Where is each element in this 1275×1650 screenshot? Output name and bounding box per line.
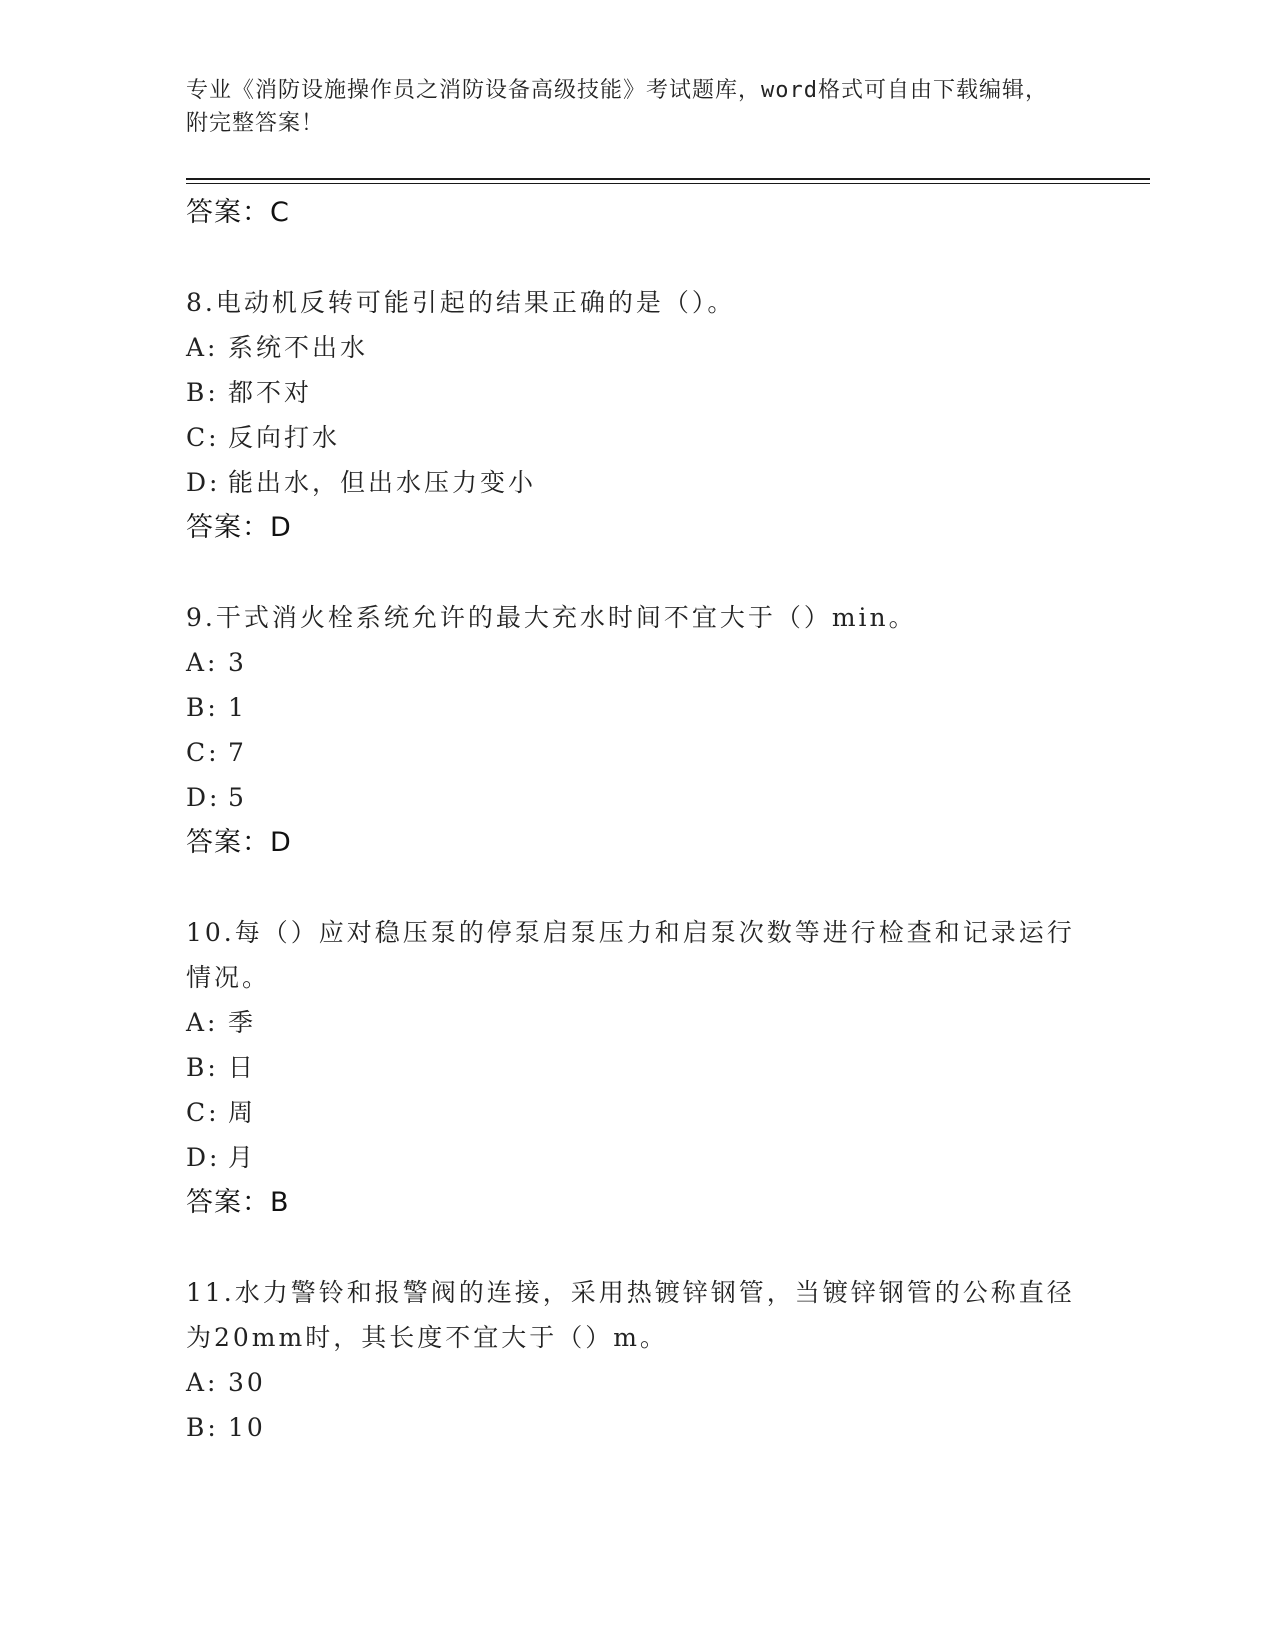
option-letter: C:: [186, 1098, 220, 1127]
question-answer: 答案：D: [186, 827, 292, 858]
option-letter: C:: [186, 423, 220, 452]
option-b: [186, 1045, 1086, 1090]
question-block: [186, 595, 1086, 866]
option-d: [186, 1135, 1086, 1180]
header-rule-thick: [186, 178, 1150, 180]
option-text: 都不对: [228, 378, 313, 407]
option-letter: B:: [186, 693, 219, 722]
option-text: 季: [228, 1008, 257, 1037]
spacer: [186, 551, 1086, 595]
question-list: [186, 190, 1086, 1450]
option-letter: A:: [186, 1008, 219, 1037]
option-letter: B:: [186, 378, 219, 407]
option-text: 系统不出水: [228, 333, 369, 362]
question-block: [186, 280, 1086, 551]
option-text: 30: [228, 1368, 266, 1397]
option-text: 5: [228, 783, 247, 812]
option-a: [186, 325, 1086, 370]
option-c: [186, 730, 1086, 775]
question-answer: 答案：B: [186, 1187, 290, 1218]
option-a: [186, 1360, 1086, 1405]
option-letter: B:: [186, 1413, 219, 1442]
header-intro: 专业《消防设施操作员之消防设备高级技能》考试题库，word格式可自由下载编辑，附完整答案！: [186, 78, 1048, 136]
option-b: [186, 1405, 1086, 1450]
question-stem: 11.水力警铃和报警阀的连接，采用热镀锌钢管，当镀锌钢管的公称直径为20mm时，其长度不宜大于（）m。: [186, 1278, 1075, 1352]
question-answer: 答案：D: [186, 512, 292, 543]
option-letter: D:: [186, 468, 221, 497]
option-text: 月: [228, 1143, 257, 1172]
option-text: 日: [228, 1053, 257, 1082]
option-letter: A:: [186, 333, 219, 362]
option-b: [186, 370, 1086, 415]
question-block: [186, 1270, 1086, 1450]
option-letter: D:: [186, 783, 221, 812]
option-letter: C:: [186, 738, 220, 767]
option-letter: D:: [186, 1143, 221, 1172]
option-letter: B:: [186, 1053, 219, 1082]
option-text: 10: [228, 1413, 266, 1442]
option-letter: A:: [186, 648, 219, 677]
option-b: [186, 685, 1086, 730]
option-text: 能出水，但出水压力变小: [228, 468, 537, 497]
spacer: [186, 236, 1086, 280]
previous-answer: 答案：C: [186, 197, 290, 228]
option-text: 7: [228, 738, 247, 767]
option-c: [186, 415, 1086, 460]
question-block: [186, 910, 1086, 1226]
spacer: [186, 1226, 1086, 1270]
spacer: [186, 866, 1086, 910]
question-stem: 10.每（）应对稳压泵的停泵启泵压力和启泵次数等进行检查和记录运行情况。: [186, 918, 1075, 992]
option-text: 1: [228, 693, 247, 722]
option-d: [186, 775, 1086, 820]
option-letter: A:: [186, 1368, 219, 1397]
option-text: 3: [228, 648, 247, 677]
option-c: [186, 1090, 1086, 1135]
question-stem: 9.干式消火栓系统允许的最大充水时间不宜大于（）min。: [186, 603, 917, 632]
question-stem: 8.电动机反转可能引起的结果正确的是（）。: [186, 288, 736, 317]
option-a: [186, 640, 1086, 685]
option-text: 周: [228, 1098, 257, 1127]
option-text: 反向打水: [228, 423, 341, 452]
option-d: [186, 460, 1086, 505]
option-a: [186, 1000, 1086, 1045]
header-rule-thin: [186, 183, 1150, 184]
